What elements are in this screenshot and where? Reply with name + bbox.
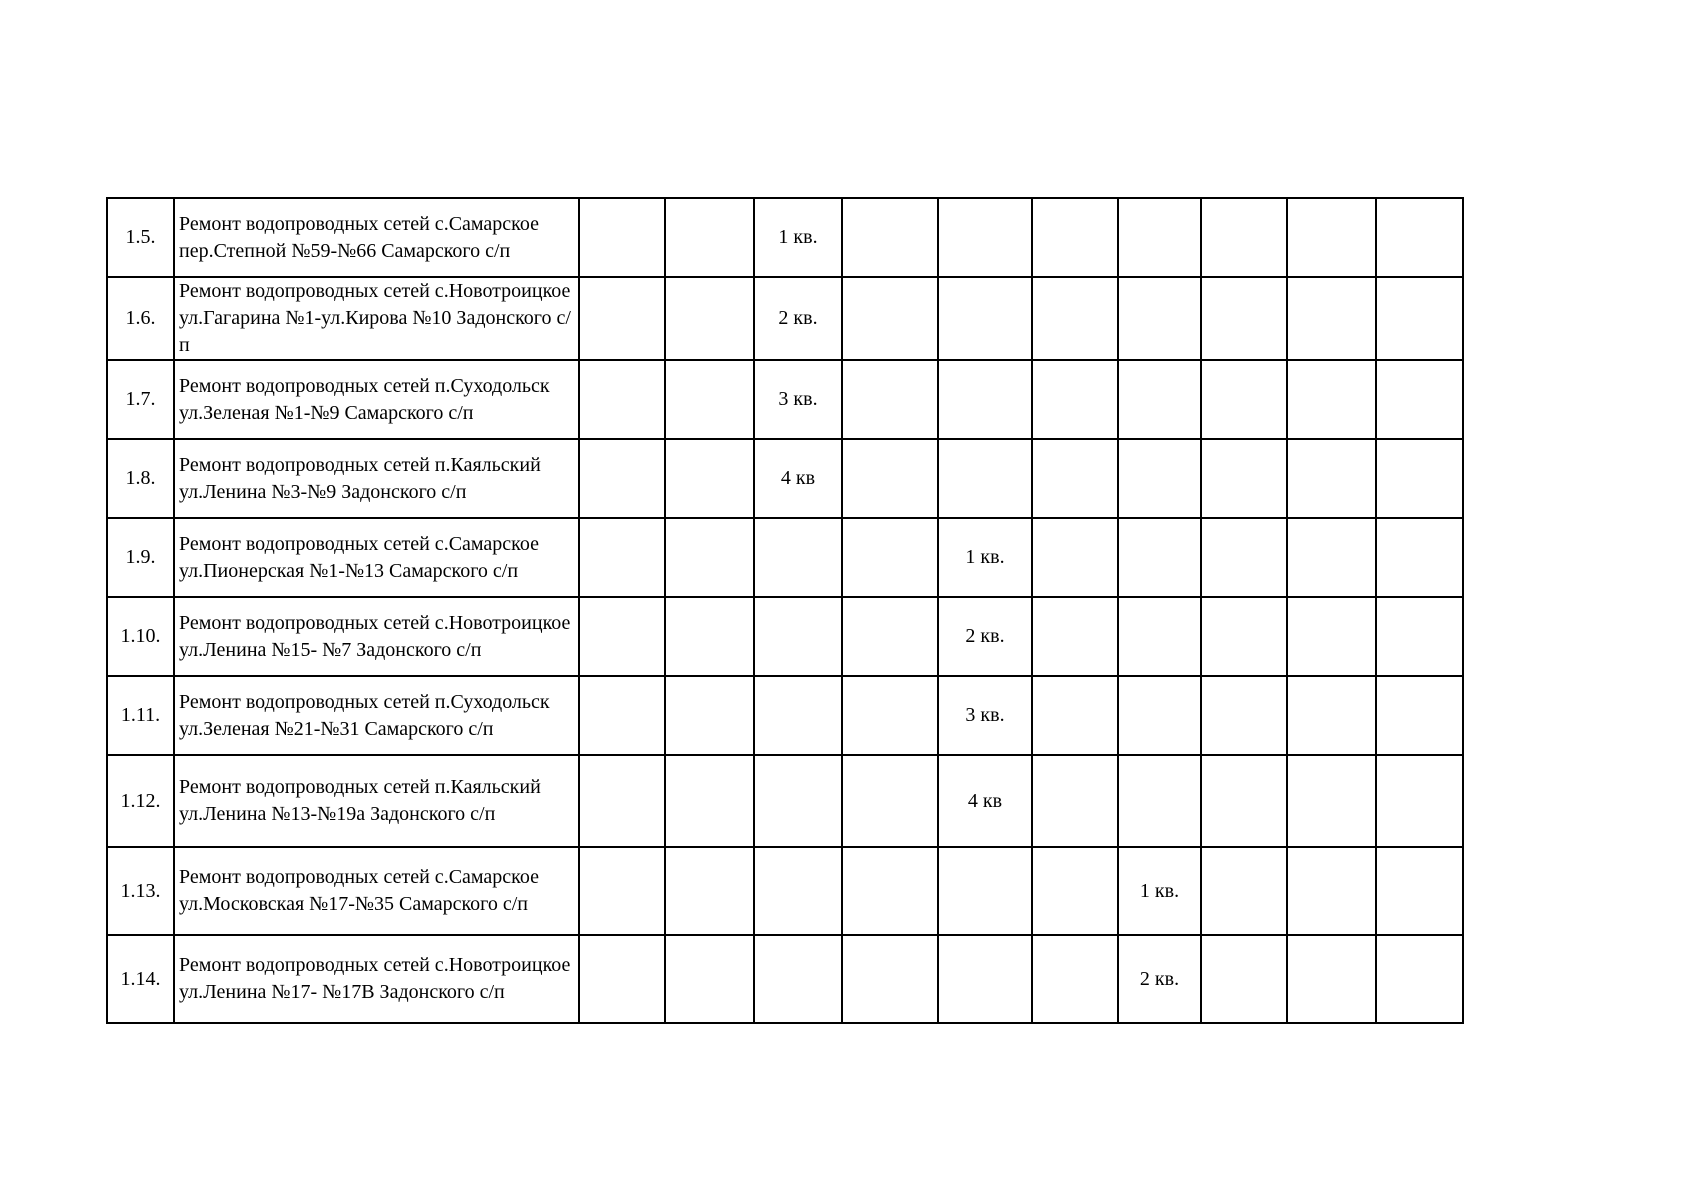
- empty-period-cell: [1376, 676, 1463, 755]
- empty-period-cell: [665, 597, 754, 676]
- empty-period-cell: [842, 755, 938, 847]
- empty-period-cell: [754, 755, 842, 847]
- table-row: [107, 360, 1463, 439]
- table-row: [107, 198, 1463, 277]
- empty-period-cell: [842, 360, 938, 439]
- empty-period-cell: [842, 439, 938, 518]
- empty-period-cell: [1032, 360, 1118, 439]
- empty-period-cell: [665, 935, 754, 1023]
- empty-period-cell: [1376, 439, 1463, 518]
- empty-period-cell: [1032, 198, 1118, 277]
- work-description-cell: Ремонт водопроводных сетей с.Самарское ул.Московская №17-№35 Самарского с/п: [174, 847, 579, 935]
- empty-period-cell: [938, 360, 1032, 439]
- work-description-cell: Ремонт водопроводных сетей с.Самарское пер.Степной №59-№66 Самарского с/п: [174, 198, 579, 277]
- empty-period-cell: [579, 277, 665, 360]
- empty-period-cell: [579, 439, 665, 518]
- empty-period-cell: [1287, 439, 1376, 518]
- empty-period-cell: [1201, 277, 1287, 360]
- table-row: [107, 277, 1463, 360]
- quarter-cell: 2 кв.: [1118, 935, 1201, 1023]
- work-description-cell: Ремонт водопроводных сетей п.Каяльский ул.Ленина №13-№19а Задонского с/п: [174, 755, 579, 847]
- quarter-cell: 1 кв.: [754, 198, 842, 277]
- empty-period-cell: [665, 277, 754, 360]
- empty-period-cell: [1201, 755, 1287, 847]
- work-description-cell: Ремонт водопроводных сетей п.Каяльский ул.Ленина №3-№9 Задонского с/п: [174, 439, 579, 518]
- row-number-cell: 1.12.: [107, 755, 174, 847]
- work-description-cell: Ремонт водопроводных сетей с.Новотроицкое ул.Ленина №17- №17В Задонского с/п: [174, 935, 579, 1023]
- empty-period-cell: [665, 847, 754, 935]
- empty-period-cell: [754, 935, 842, 1023]
- row-number-cell: 1.5.: [107, 198, 174, 277]
- row-number-cell: 1.13.: [107, 847, 174, 935]
- empty-period-cell: [754, 597, 842, 676]
- empty-period-cell: [1287, 518, 1376, 597]
- table-row: [107, 597, 1463, 676]
- empty-period-cell: [1201, 935, 1287, 1023]
- empty-period-cell: [1376, 597, 1463, 676]
- empty-period-cell: [1118, 676, 1201, 755]
- empty-period-cell: [938, 198, 1032, 277]
- row-number-cell: 1.8.: [107, 439, 174, 518]
- empty-period-cell: [665, 755, 754, 847]
- empty-period-cell: [1032, 847, 1118, 935]
- empty-period-cell: [1376, 360, 1463, 439]
- row-number-cell: 1.10.: [107, 597, 174, 676]
- work-description-cell: Ремонт водопроводных сетей с.Новотроицкое ул.Гагарина №1-ул.Кирова №10 Задонского с/п: [174, 277, 579, 360]
- empty-period-cell: [1032, 597, 1118, 676]
- row-number-cell: 1.14.: [107, 935, 174, 1023]
- empty-period-cell: [1201, 198, 1287, 277]
- quarter-cell: 3 кв.: [938, 676, 1032, 755]
- empty-period-cell: [1287, 597, 1376, 676]
- empty-period-cell: [1376, 935, 1463, 1023]
- empty-period-cell: [842, 847, 938, 935]
- empty-period-cell: [938, 439, 1032, 518]
- empty-period-cell: [1287, 847, 1376, 935]
- empty-period-cell: [1376, 518, 1463, 597]
- empty-period-cell: [1287, 198, 1376, 277]
- empty-period-cell: [842, 597, 938, 676]
- empty-period-cell: [1376, 847, 1463, 935]
- table-row: [107, 439, 1463, 518]
- empty-period-cell: [1118, 755, 1201, 847]
- empty-period-cell: [938, 277, 1032, 360]
- work-description-cell: Ремонт водопроводных сетей с.Новотроицкое ул.Ленина №15- №7 Задонского с/п: [174, 597, 579, 676]
- empty-period-cell: [842, 277, 938, 360]
- empty-period-cell: [665, 518, 754, 597]
- empty-period-cell: [665, 676, 754, 755]
- work-description-cell: Ремонт водопроводных сетей с.Самарское ул.Пионерская №1-№13 Самарского с/п: [174, 518, 579, 597]
- table-row: [107, 847, 1463, 935]
- empty-period-cell: [1032, 277, 1118, 360]
- empty-period-cell: [1032, 676, 1118, 755]
- empty-period-cell: [1201, 676, 1287, 755]
- table-row: [107, 676, 1463, 755]
- table-row: [107, 935, 1463, 1023]
- empty-period-cell: [1287, 277, 1376, 360]
- empty-period-cell: [938, 847, 1032, 935]
- empty-period-cell: [1201, 439, 1287, 518]
- quarter-cell: 1 кв.: [938, 518, 1032, 597]
- empty-period-cell: [1376, 277, 1463, 360]
- empty-period-cell: [754, 847, 842, 935]
- empty-period-cell: [1376, 198, 1463, 277]
- work-description-cell: Ремонт водопроводных сетей п.Суходольск ул.Зеленая №1-№9 Самарского с/п: [174, 360, 579, 439]
- empty-period-cell: [579, 198, 665, 277]
- empty-period-cell: [1201, 518, 1287, 597]
- empty-period-cell: [665, 439, 754, 518]
- empty-period-cell: [754, 518, 842, 597]
- table-row: [107, 518, 1463, 597]
- quarter-cell: 4 кв: [938, 755, 1032, 847]
- empty-period-cell: [1201, 847, 1287, 935]
- empty-period-cell: [1032, 518, 1118, 597]
- quarter-cell: 2 кв.: [754, 277, 842, 360]
- quarter-cell: 2 кв.: [938, 597, 1032, 676]
- empty-period-cell: [1118, 360, 1201, 439]
- empty-period-cell: [1287, 360, 1376, 439]
- empty-period-cell: [1118, 518, 1201, 597]
- empty-period-cell: [1287, 676, 1376, 755]
- empty-period-cell: [842, 518, 938, 597]
- row-number-cell: 1.11.: [107, 676, 174, 755]
- empty-period-cell: [1118, 439, 1201, 518]
- empty-period-cell: [842, 198, 938, 277]
- empty-period-cell: [1287, 755, 1376, 847]
- quarter-cell: 4 кв: [754, 439, 842, 518]
- empty-period-cell: [579, 360, 665, 439]
- empty-period-cell: [842, 676, 938, 755]
- row-number-cell: 1.6.: [107, 277, 174, 360]
- empty-period-cell: [1201, 597, 1287, 676]
- row-number-cell: 1.9.: [107, 518, 174, 597]
- table-row: [107, 755, 1463, 847]
- schedule-table: [106, 197, 1464, 1024]
- empty-period-cell: [1032, 935, 1118, 1023]
- empty-period-cell: [938, 935, 1032, 1023]
- empty-period-cell: [579, 518, 665, 597]
- empty-period-cell: [579, 676, 665, 755]
- empty-period-cell: [754, 676, 842, 755]
- empty-period-cell: [579, 597, 665, 676]
- empty-period-cell: [665, 360, 754, 439]
- empty-period-cell: [842, 935, 938, 1023]
- work-description-cell: Ремонт водопроводных сетей п.Суходольск ул.Зеленая №21-№31 Самарского с/п: [174, 676, 579, 755]
- empty-period-cell: [1376, 755, 1463, 847]
- empty-period-cell: [1287, 935, 1376, 1023]
- empty-period-cell: [1032, 755, 1118, 847]
- empty-period-cell: [1032, 439, 1118, 518]
- empty-period-cell: [1118, 277, 1201, 360]
- empty-period-cell: [1201, 360, 1287, 439]
- empty-period-cell: [1118, 198, 1201, 277]
- empty-period-cell: [665, 198, 754, 277]
- empty-period-cell: [579, 847, 665, 935]
- row-number-cell: 1.7.: [107, 360, 174, 439]
- empty-period-cell: [579, 755, 665, 847]
- quarter-cell: 3 кв.: [754, 360, 842, 439]
- empty-period-cell: [579, 935, 665, 1023]
- quarter-cell: 1 кв.: [1118, 847, 1201, 935]
- empty-period-cell: [1118, 597, 1201, 676]
